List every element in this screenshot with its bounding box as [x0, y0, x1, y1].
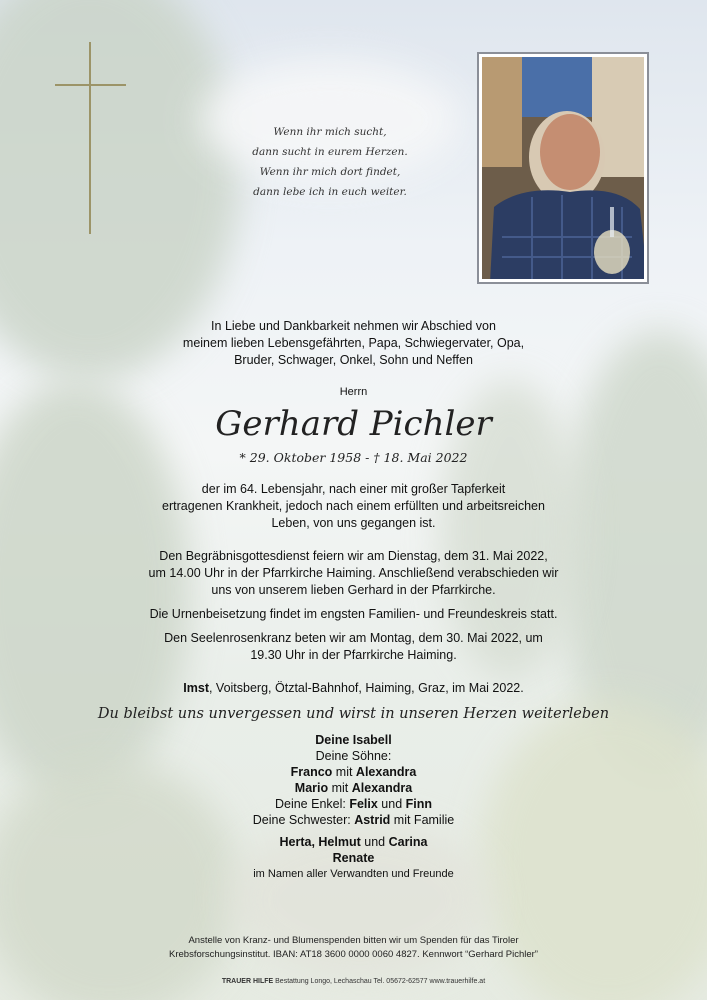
- deceased-name: Gerhard Pichler: [215, 404, 492, 444]
- sister-row: Deine Schwester: Astrid mit Familie: [252, 813, 455, 827]
- place-rest: , Voitsberg, Ötztal-Bahnhof, Haiming, Graz, im Mai 2022.: [208, 681, 524, 695]
- son-row: Franco mit Alexandra: [290, 765, 417, 779]
- poem-line: dann sucht in eurem Herzen.: [252, 146, 408, 158]
- son-row: Mario mit Alexandra: [294, 781, 413, 795]
- brand-logo: TRAUER HILFE: [221, 978, 274, 985]
- rosary-line: Den Seelenrosenkranz beten wir am Montag, dem 30. Mai 2022, um: [164, 631, 543, 645]
- funeral-line: uns von unserem lieben Gerhard in der Pfarrkirche.: [211, 583, 496, 597]
- place-first: Imst: [183, 681, 209, 695]
- poem-line: dann lebe ich in euch weiter.: [253, 186, 407, 198]
- intro-line: Bruder, Schwager, Onkel, Sohn und Neffen: [234, 353, 473, 367]
- mourner-isabell: Deine Isabell: [315, 733, 392, 747]
- salutation: Herrn: [339, 386, 368, 398]
- funeral-text: [0, 548, 707, 599]
- cross-horizontal: [55, 84, 126, 86]
- bio-line: der im 64. Lebensjahr, nach einer mit großer Tapferkeit: [201, 482, 506, 496]
- cross-vertical: [89, 42, 91, 234]
- imprint: [0, 978, 707, 985]
- intro-line: meinem lieben Lebensgefährten, Papa, Schwiegervater, Opa,: [182, 336, 525, 350]
- imprint-text: Bestattung Longo, Lechaschau Tel. 05672-62577 www.trauerhilfe.at: [273, 978, 486, 985]
- sons-label: Deine Söhne:: [315, 749, 392, 763]
- mourners-list: [0, 732, 707, 882]
- rosary-line: 19.30 Uhr in der Pfarrkirche Haiming.: [250, 648, 457, 662]
- mourner-renate: Renate: [332, 851, 375, 865]
- donation-line: Krebsforschungsinstitut. IBAN: AT18 3600 0000 0060 4827. Kennwort “Gerhard Pichler”: [169, 949, 538, 960]
- relatives-line: im Namen aller Verwandten und Freunde: [253, 868, 454, 880]
- portrait-frame: [477, 52, 649, 284]
- donation-line: Anstelle von Kranz- und Blumenspenden bitten wir um Spenden für das Tiroler: [188, 935, 519, 946]
- siblings-row: Herta, Helmut und Carina: [279, 835, 428, 849]
- grandchildren-row: Deine Enkel: Felix und Finn: [274, 797, 433, 811]
- funeral-line: um 14.00 Uhr in der Pfarrkirche Haiming. Anschließend verabschieden wir: [148, 566, 559, 580]
- life-dates: * 29. Oktober 1958 - † 18. Mai 2022: [239, 450, 468, 465]
- bio-line: Leben, von uns gegangen ist.: [271, 516, 436, 530]
- funeral-line: Den Begräbnisgottesdienst feiern wir am Dienstag, dem 31. Mai 2022,: [159, 549, 548, 563]
- bio-line: ertragenen Krankheit, jedoch nach einem erfüllten und arbeitsreichen: [162, 499, 545, 513]
- bio-text: [0, 481, 707, 532]
- place-date-line: [0, 680, 707, 697]
- intro-text: [0, 318, 707, 369]
- urn-text: Die Urnenbeisetzung findet im engsten Familien- und Freundeskreis statt.: [149, 607, 558, 621]
- portrait-photo: [482, 57, 644, 279]
- motto: Du bleibst uns unvergessen und wirst in unseren Herzen weiterleben: [97, 706, 610, 722]
- donation-note: [0, 934, 707, 962]
- poem: [210, 122, 450, 202]
- poem-line: Wenn ihr mich sucht,: [273, 126, 387, 138]
- intro-line: In Liebe und Dankbarkeit nehmen wir Abschied von: [211, 319, 496, 333]
- rosary-text: [0, 630, 707, 664]
- poem-line: Wenn ihr mich dort findet,: [259, 166, 401, 178]
